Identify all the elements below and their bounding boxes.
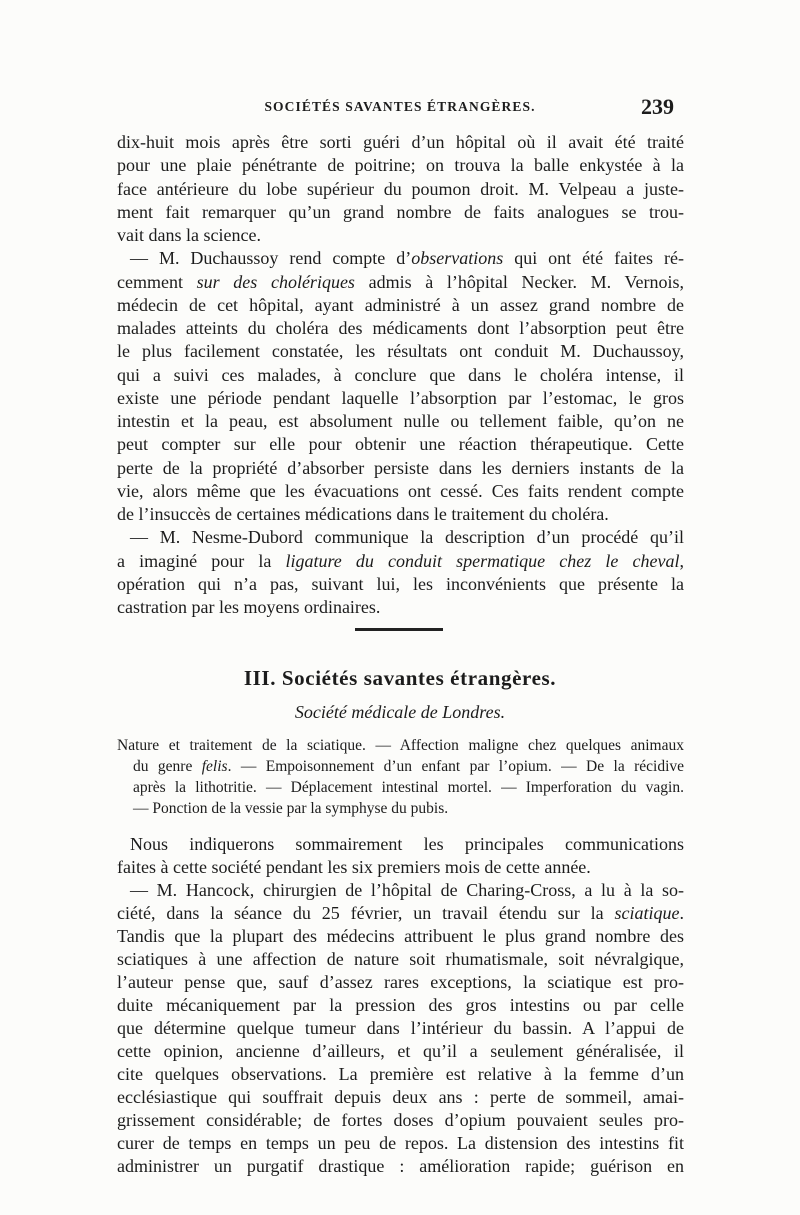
- text-line: [117, 224, 684, 247]
- text-run: l’auteur pense que, sauf d’assez rares exceptions, la sciatique est pro-: [117, 972, 684, 992]
- text-line: [117, 550, 684, 573]
- text-run: le plus facilement constatée, les résultats ont conduit M. Duchaussoy,: [117, 341, 684, 362]
- text-line: [117, 735, 684, 756]
- text-line: [117, 596, 684, 619]
- text-run: existe une période pendant laquelle l’absorption par l’estomac, le gros: [117, 387, 684, 408]
- text-run: castration par les moyens ordinaires.: [117, 597, 381, 617]
- italic-text: sciatique: [614, 903, 680, 923]
- text-run: que détermine quelque tumeur dans l’intérieur du bassin. A l’appui de: [117, 1018, 684, 1038]
- text-run: vait dans la science.: [117, 225, 261, 245]
- text-run: — M. Nesme-Dubord communique la description d’un procédé qu’il: [130, 527, 684, 548]
- text-line: [117, 798, 684, 819]
- paragraph: [117, 879, 684, 1178]
- text-run: après la lithotritie. — Déplacement intestinal mortel. — Imperforation du vagin.: [133, 779, 684, 796]
- text-run: face antérieure du lobe supérieur du poumon droit. M. Velpeau a juste-: [117, 178, 684, 199]
- text-run: cette opinion, ancienne d’ailleurs, et qu’il a seulement généralisée, il: [117, 1041, 684, 1061]
- text-run: cite quelques observations. La première est relative à la femme d’un: [117, 1064, 684, 1084]
- text-run: — Ponction de la vessie par la symphyse du pubis.: [133, 800, 449, 817]
- text-line: [117, 925, 684, 948]
- text-run: grissement considérable; de fortes doses d’opium pouvaient seules pro-: [117, 1110, 684, 1130]
- section-1-body: [117, 131, 684, 619]
- text-line: [117, 1017, 684, 1040]
- text-line: [117, 1086, 684, 1109]
- text-run: peut compter sur elle pour obtenir une réaction thérapeutique. Cette: [117, 434, 684, 455]
- text-run: .: [679, 903, 684, 923]
- text-line: [117, 1109, 684, 1132]
- text-line: [117, 178, 684, 201]
- section-2-body: [117, 833, 684, 1178]
- text-line: [117, 433, 684, 456]
- text-line: [117, 364, 684, 387]
- text-run: Nature et traitement de la sciatique. — Affection maligne chez quelques animaux: [117, 737, 684, 754]
- text-line: [117, 948, 684, 971]
- text-run: cemment: [117, 271, 197, 292]
- section-title: III. Sociétés savantes étrangères.: [243, 666, 557, 690]
- text-line: [117, 131, 684, 154]
- text-run: du genre: [133, 758, 202, 775]
- italic-text: sur des cholériques: [196, 271, 355, 292]
- text-line: [117, 271, 684, 294]
- text-run: curer de temps en temps un peu de repos. La distension des intestins fit: [117, 1133, 684, 1153]
- text-run: dix-huit mois après être sorti guéri d’un hôpital où il avait été traité: [117, 132, 684, 152]
- text-line: [117, 410, 684, 433]
- text-line: [117, 1155, 684, 1178]
- paragraph: [117, 247, 684, 526]
- text-line: [117, 503, 684, 526]
- text-line: [117, 1063, 684, 1086]
- text-run: ,: [679, 550, 684, 571]
- text-run: faites à cette société pendant les six premiers mois de cette année.: [117, 857, 591, 877]
- subsection-title: Société médicale de Londres.: [294, 702, 506, 722]
- text-run: Tandis que la plupart des médecins attribuent le plus grand nombre des: [117, 926, 684, 946]
- text-line: [117, 526, 684, 549]
- text-run: sciatiques à une affection de nature soit rhumatismale, soit névralgique,: [117, 949, 684, 969]
- text-run: ment fait remarquer qu’un grand nombre de faits analogues se trou-: [117, 201, 684, 222]
- text-run: médecin de cet hôpital, ayant administré à un assez grand nombre de: [117, 294, 684, 315]
- section-divider-rule: [355, 628, 443, 631]
- text-run: vie, alors même que les évacuations ont cessé. Ces faits rendent compte: [117, 480, 684, 501]
- text-line: [117, 387, 684, 410]
- text-run: . — Empoisonnement d’un enfant par l’opium. — De la récidive: [227, 758, 685, 775]
- italic-text: observations: [411, 248, 504, 269]
- text-run: duite mécaniquement par la pression des gros intestins ou par celle: [117, 995, 684, 1015]
- text-line: [117, 971, 684, 994]
- text-line: [117, 154, 684, 177]
- text-run: admis à l’hôpital Necker. M. Vernois,: [354, 271, 684, 292]
- text-run: de l’insuccès de certaines médications dans le traitement du choléra.: [117, 504, 609, 524]
- page-number: 239: [641, 94, 674, 119]
- text-line: [117, 201, 684, 224]
- text-run: Nous indiquerons sommairement les principales communications: [130, 834, 684, 854]
- text-line: [117, 457, 684, 480]
- text-line: [117, 317, 684, 340]
- italic-text: felis: [201, 758, 228, 775]
- text-line: [117, 756, 684, 777]
- text-line: [117, 856, 684, 879]
- text-line: [117, 480, 684, 503]
- text-run: opération qui n’a pas, suivant lui, les inconvénients que présente la: [117, 573, 684, 594]
- text-line: [117, 833, 684, 856]
- text-line: [117, 340, 684, 363]
- text-run: — M. Duchaussoy rend compte d’: [130, 248, 412, 269]
- text-line: [117, 994, 684, 1017]
- paragraph: [117, 526, 684, 619]
- text-run: — M. Hancock, chirurgien de l’hôpital de Charing-Cross, a lu à la so-: [130, 880, 684, 900]
- text-line: [117, 1040, 684, 1063]
- text-run: administrer un purgatif drastique : amélioration rapide; guérison en: [117, 1156, 684, 1176]
- text-run: intestin et la peau, est absolument nulle ou tellement faible, qu’on ne: [117, 411, 684, 431]
- summary-paragraph: [117, 735, 684, 819]
- paragraph: [117, 131, 684, 247]
- text-run: pour une plaie pénétrante de poitrine; on trouva la balle enkystée à la: [117, 155, 684, 176]
- italic-text: ligature du conduit spermatique chez le cheval: [285, 550, 680, 571]
- text-line: [117, 777, 684, 798]
- text-run: perte de la propriété d’absorber persiste dans les derniers instants de la: [117, 457, 684, 478]
- text-run: malades atteints du choléra des médicaments dont l’absorption peut être: [117, 318, 684, 338]
- text-run: a imaginé pour la: [117, 550, 286, 571]
- summary-block: [117, 735, 684, 819]
- text-run: qui ont été faites ré-: [503, 248, 684, 269]
- text-line: [117, 1132, 684, 1155]
- text-run: ecclésiastique qui souffrait depuis deux ans : perte de sommeil, amai-: [117, 1087, 684, 1107]
- text-line: [117, 902, 684, 925]
- text-run: ciété, dans la séance du 25 février, un travail étendu sur la: [117, 903, 615, 923]
- text-line: [117, 247, 684, 270]
- paragraph: [117, 833, 684, 879]
- text-line: [117, 879, 684, 902]
- text-line: [117, 573, 684, 596]
- running-head: SOCIÉTÉS SAVANTES ÉTRANGÈRES.: [264, 99, 536, 114]
- text-line: [117, 294, 684, 317]
- text-run: qui a suivi ces malades, à conclure que dans le choléra intense, il: [117, 364, 684, 385]
